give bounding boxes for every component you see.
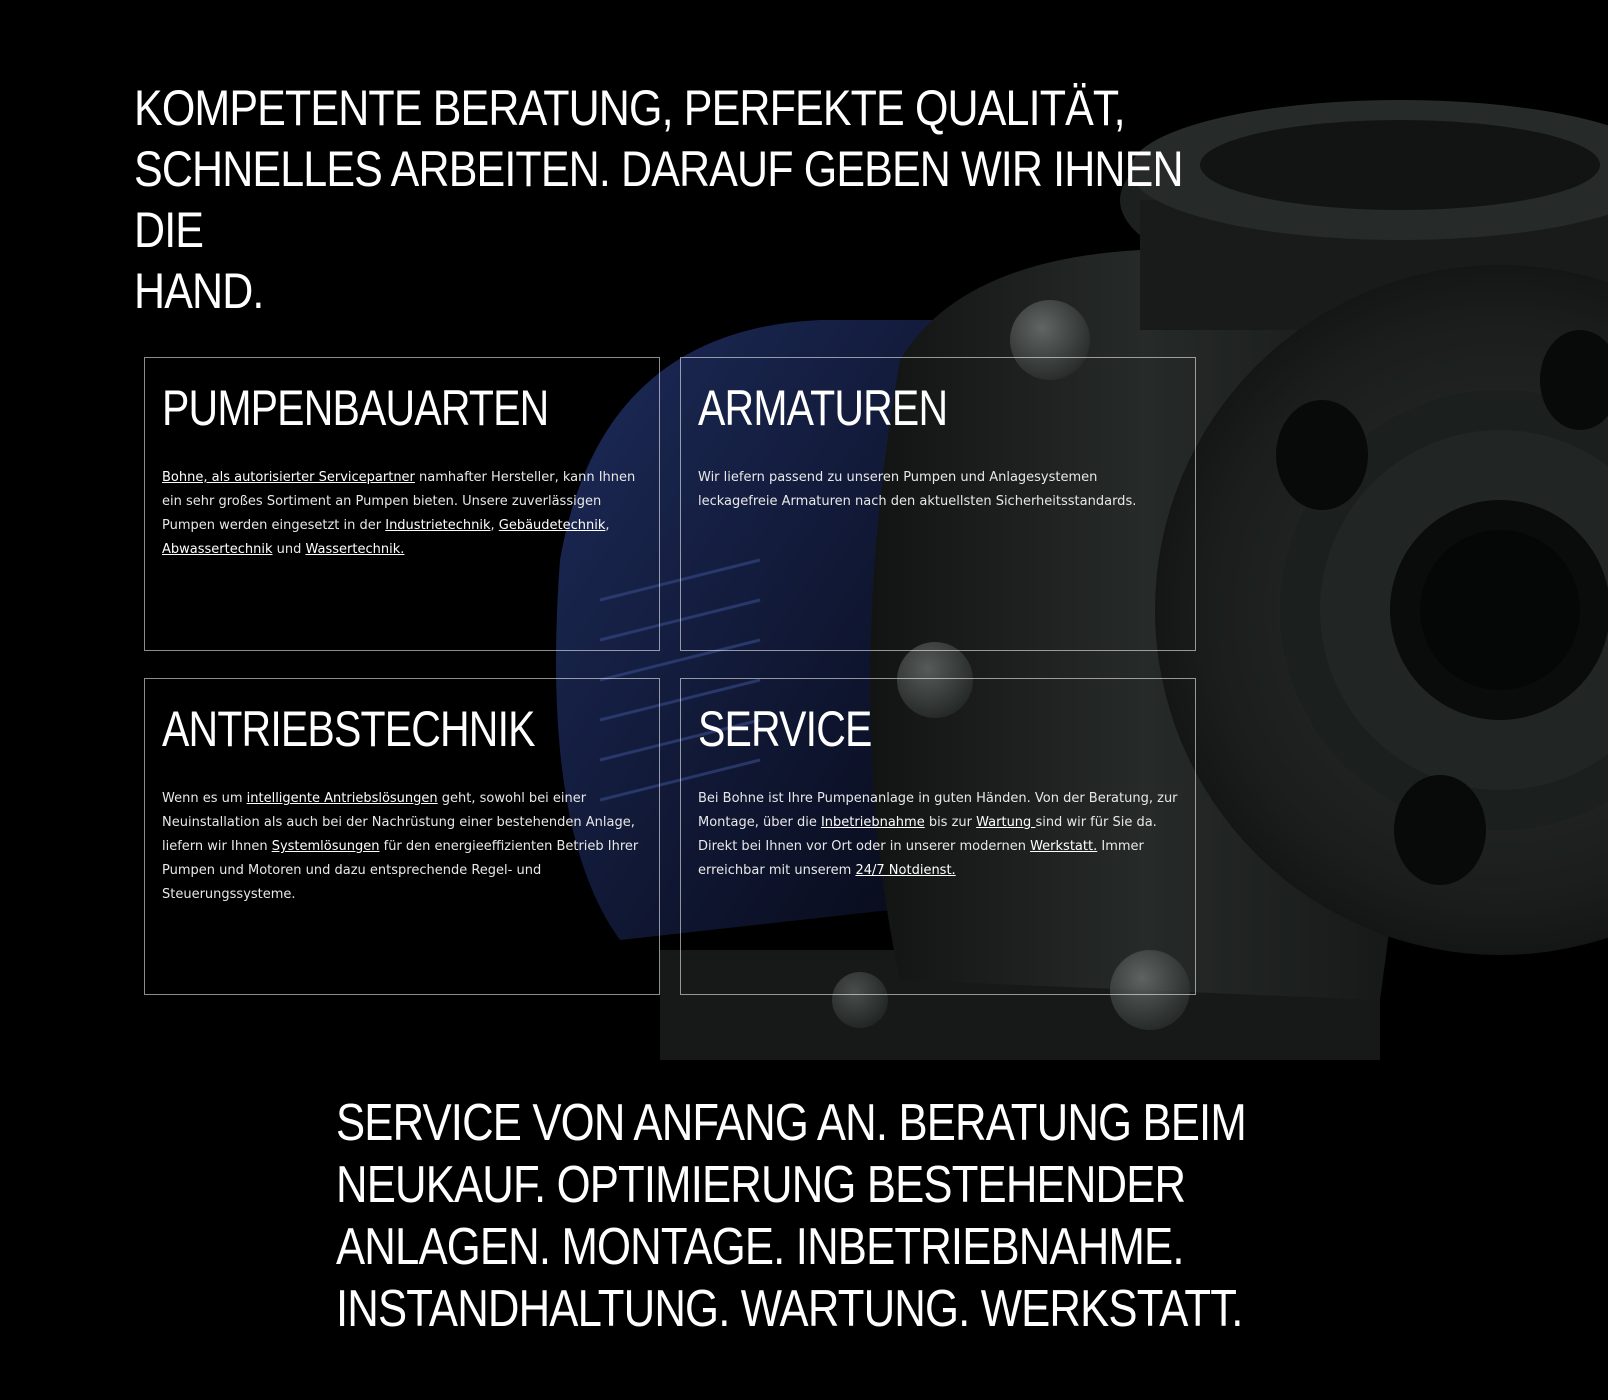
link-wartung[interactable]: Wartung bbox=[976, 815, 1036, 830]
link-antriebsloesungen[interactable]: intelligente Antriebslösungen bbox=[246, 791, 438, 806]
card-title: PUMPENBAUARTEN bbox=[162, 380, 549, 436]
link-inbetriebnahme[interactable]: Inbetriebnahme bbox=[820, 815, 925, 830]
link-notdienst[interactable]: 24/7 Notdienst. bbox=[855, 863, 956, 878]
headline-line-2: SCHNELLES ARBEITEN. DARAUF GEBEN WIR IHNEN DIE bbox=[134, 141, 1183, 258]
headline-line-3: HAND. bbox=[134, 263, 264, 319]
link-servicepartner[interactable]: Bohne, als autorisierter Servicepartner bbox=[162, 470, 415, 485]
text-segment: für den energieeffizienten Betrieb Ihrer Pumpen und Motoren und dazu entsprechende Regel- und Steuerungssysteme. bbox=[162, 839, 639, 902]
text-segment: sind wir für Sie da. Direkt bei Ihnen vor Ort oder in unserer modernen bbox=[698, 815, 1157, 854]
card-title: SERVICE bbox=[698, 701, 872, 757]
text-segment: , bbox=[605, 518, 610, 533]
bottom-line-3: ANLAGEN. MONTAGE. INBETRIEBNAHME. bbox=[336, 1218, 1184, 1276]
text-segment: bis zur bbox=[924, 815, 977, 830]
card-service bbox=[680, 678, 1196, 995]
bottom-line-1: SERVICE VON ANFANG AN. BERATUNG BEIM bbox=[336, 1094, 1246, 1152]
text-segment: und bbox=[272, 542, 306, 557]
link-werkstatt[interactable]: Werkstatt. bbox=[1030, 839, 1098, 854]
text-segment: Immer erreichbar mit unserem bbox=[698, 839, 1144, 878]
text-segment: , bbox=[490, 518, 499, 533]
card-pumpenbauarten bbox=[144, 357, 660, 651]
bottom-headline bbox=[336, 1092, 1260, 1340]
headline-line-1: KOMPETENTE BERATUNG, PERFEKTE QUALITÄT, bbox=[134, 80, 1125, 136]
text-segment: geht, sowohl bei einer Neuinstallation als auch bei der Nachrüstung einer bestehenden Anlage, liefern wir Ihnen bbox=[162, 791, 635, 854]
card-title: ANTRIEBSTECHNIK bbox=[162, 701, 535, 757]
bottom-line-2: NEUKAUF. OPTIMIERUNG BESTEHENDER bbox=[336, 1156, 1186, 1214]
page-headline bbox=[134, 78, 1209, 322]
card-text bbox=[698, 787, 1178, 883]
text-segment: namhafter Hersteller, kann Ihnen ein sehr großes Sortiment an Pumpen bieten. Unsere zuverlässigen Pumpen werden eingesetzt in der bbox=[162, 470, 636, 533]
link-wassertechnik[interactable]: Wassertechnik. bbox=[305, 542, 405, 557]
link-systemloesungen[interactable]: Systemlösungen bbox=[271, 839, 380, 854]
text-segment: Bei Bohne ist Ihre Pumpenanlage in guten Händen. Von der Beratung, zur Montage, über die bbox=[698, 791, 1178, 830]
bottom-line-4: INSTANDHALTUNG. WARTUNG. WERKSTATT. bbox=[336, 1280, 1243, 1338]
card-armaturen bbox=[680, 357, 1196, 651]
card-title: ARMATUREN bbox=[698, 380, 948, 436]
link-gebaeudetechnik[interactable]: Gebäudetechnik bbox=[498, 518, 606, 533]
text-segment: Wenn es um bbox=[162, 791, 247, 806]
link-abwassertechnik[interactable]: Abwassertechnik bbox=[162, 542, 273, 557]
link-industrietechnik[interactable]: Industrietechnik bbox=[385, 518, 491, 533]
card-antriebstechnik bbox=[144, 678, 660, 995]
card-text bbox=[162, 466, 642, 562]
card-text: Wir liefern passend zu unseren Pumpen und Anlagesystemen leckagefreie Armaturen nach den aktuellsten Sicherheitsstandards. bbox=[698, 470, 1137, 509]
card-text bbox=[162, 787, 642, 907]
